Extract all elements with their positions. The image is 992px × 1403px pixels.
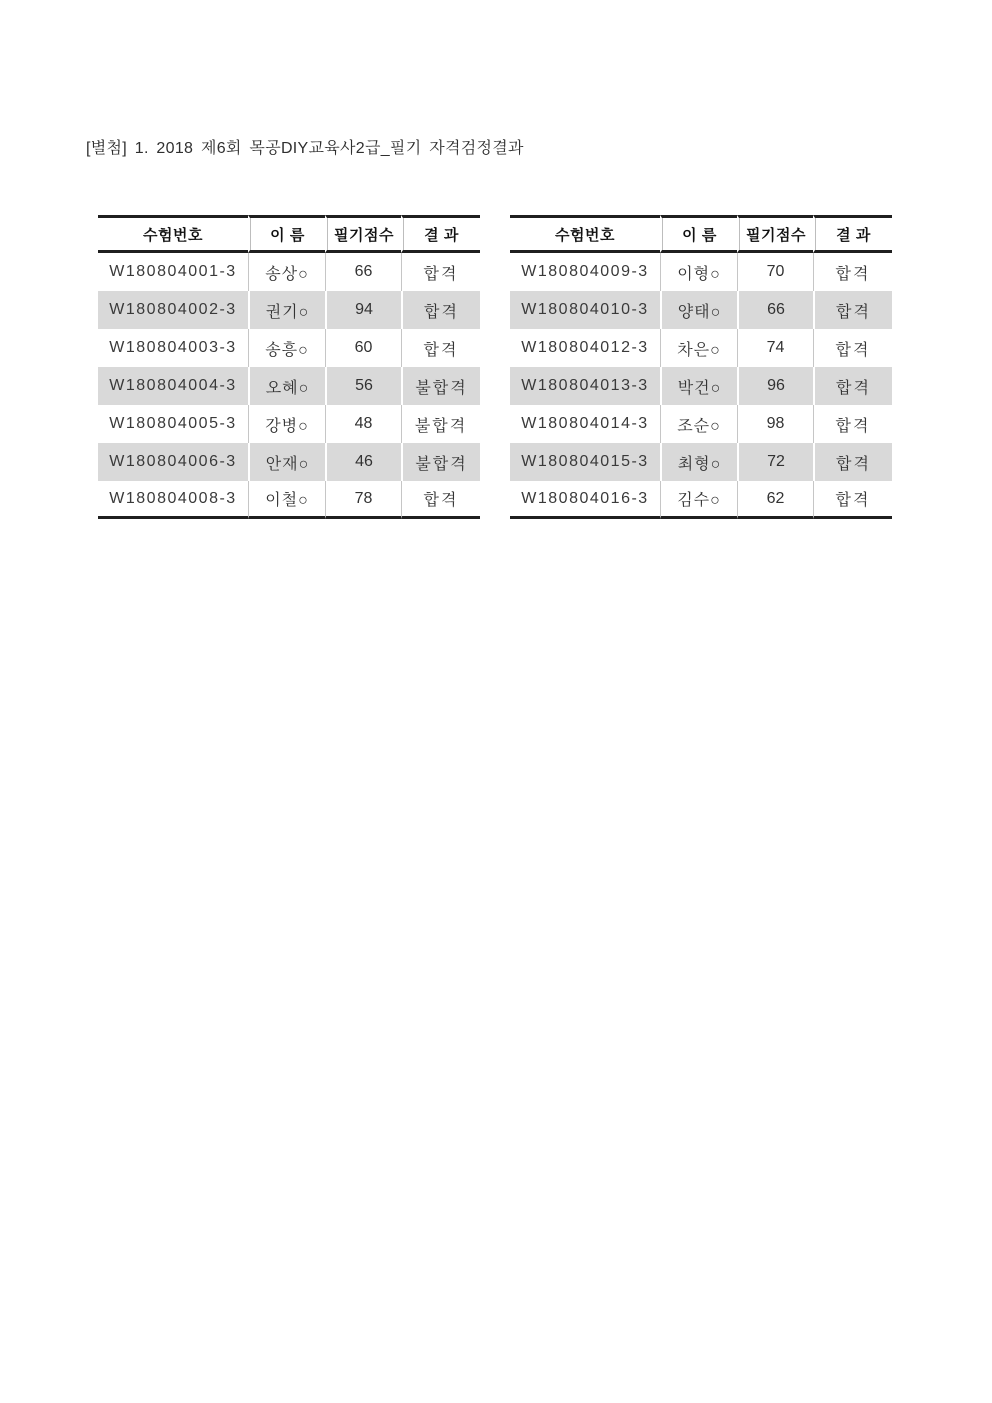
cell-name: 조순○ — [660, 405, 737, 443]
cell-result: 합격 — [401, 329, 480, 367]
cell-exam-number: W180804002-3 — [98, 291, 248, 329]
column-header-name: 이 름 — [248, 215, 325, 253]
cell-name: 최형○ — [660, 443, 737, 481]
cell-result: 합격 — [401, 481, 480, 519]
column-header-exam-number: 수험번호 — [98, 215, 248, 253]
cell-name: 이형○ — [660, 253, 737, 291]
cell-result: 불합격 — [401, 405, 480, 443]
cell-name: 안재○ — [248, 443, 325, 481]
document-title: [별첨] 1. 2018 제6회 목공DIY교육사2급_필기 자격검정결과 — [86, 140, 524, 157]
table-row — [510, 329, 892, 367]
cell-result: 합격 — [813, 443, 892, 481]
cell-exam-number: W180804001-3 — [98, 253, 248, 291]
cell-exam-number: W180804012-3 — [510, 329, 660, 367]
cell-name: 양태○ — [660, 291, 737, 329]
column-header-result: 결 과 — [813, 215, 892, 253]
table-row — [510, 253, 892, 291]
cell-result: 합격 — [813, 481, 892, 519]
cell-result: 불합격 — [401, 367, 480, 405]
cell-exam-number: W180804009-3 — [510, 253, 660, 291]
results-table-left — [98, 215, 480, 519]
cell-written-score: 46 — [325, 443, 401, 481]
cell-name: 송상○ — [248, 253, 325, 291]
cell-result: 합격 — [813, 367, 892, 405]
column-header-written-score: 필기점수 — [325, 215, 401, 253]
cell-written-score: 60 — [325, 329, 401, 367]
cell-written-score: 74 — [737, 329, 813, 367]
table-row — [98, 481, 480, 519]
column-header-result: 결 과 — [401, 215, 480, 253]
table-row — [510, 443, 892, 481]
cell-exam-number: W180804003-3 — [98, 329, 248, 367]
cell-result: 불합격 — [401, 443, 480, 481]
cell-name: 김수○ — [660, 481, 737, 519]
cell-exam-number: W180804010-3 — [510, 291, 660, 329]
cell-result: 합격 — [813, 405, 892, 443]
table-row — [510, 291, 892, 329]
cell-written-score: 96 — [737, 367, 813, 405]
cell-result: 합격 — [401, 291, 480, 329]
table-row — [98, 329, 480, 367]
cell-written-score: 70 — [737, 253, 813, 291]
cell-exam-number: W180804015-3 — [510, 443, 660, 481]
results-table-right — [510, 215, 892, 519]
column-header-exam-number: 수험번호 — [510, 215, 660, 253]
column-header-written-score: 필기점수 — [737, 215, 813, 253]
cell-name: 오혜○ — [248, 367, 325, 405]
table-row — [98, 405, 480, 443]
header-row — [510, 215, 892, 253]
cell-written-score: 78 — [325, 481, 401, 519]
column-header-name: 이 름 — [660, 215, 737, 253]
cell-written-score: 56 — [325, 367, 401, 405]
cell-result: 합격 — [401, 253, 480, 291]
cell-result: 합격 — [813, 291, 892, 329]
cell-exam-number: W180804016-3 — [510, 481, 660, 519]
cell-result: 합격 — [813, 253, 892, 291]
cell-written-score: 62 — [737, 481, 813, 519]
cell-exam-number: W180804014-3 — [510, 405, 660, 443]
table-row — [510, 405, 892, 443]
cell-exam-number: W180804004-3 — [98, 367, 248, 405]
cell-written-score: 98 — [737, 405, 813, 443]
cell-exam-number: W180804006-3 — [98, 443, 248, 481]
cell-exam-number: W180804013-3 — [510, 367, 660, 405]
cell-name: 강병○ — [248, 405, 325, 443]
cell-exam-number: W180804005-3 — [98, 405, 248, 443]
cell-name: 이철○ — [248, 481, 325, 519]
table-row — [98, 253, 480, 291]
cell-name: 박건○ — [660, 367, 737, 405]
cell-result: 합격 — [813, 329, 892, 367]
cell-written-score: 48 — [325, 405, 401, 443]
table-row — [510, 481, 892, 519]
cell-written-score: 66 — [325, 253, 401, 291]
cell-name: 차은○ — [660, 329, 737, 367]
table-row — [98, 367, 480, 405]
results-tables-container — [98, 215, 892, 519]
table-row — [98, 291, 480, 329]
table-row — [510, 367, 892, 405]
cell-written-score: 94 — [325, 291, 401, 329]
cell-name: 송흥○ — [248, 329, 325, 367]
cell-name: 권기○ — [248, 291, 325, 329]
cell-written-score: 72 — [737, 443, 813, 481]
cell-written-score: 66 — [737, 291, 813, 329]
table-row — [98, 443, 480, 481]
cell-exam-number: W180804008-3 — [98, 481, 248, 519]
header-row — [98, 215, 480, 253]
